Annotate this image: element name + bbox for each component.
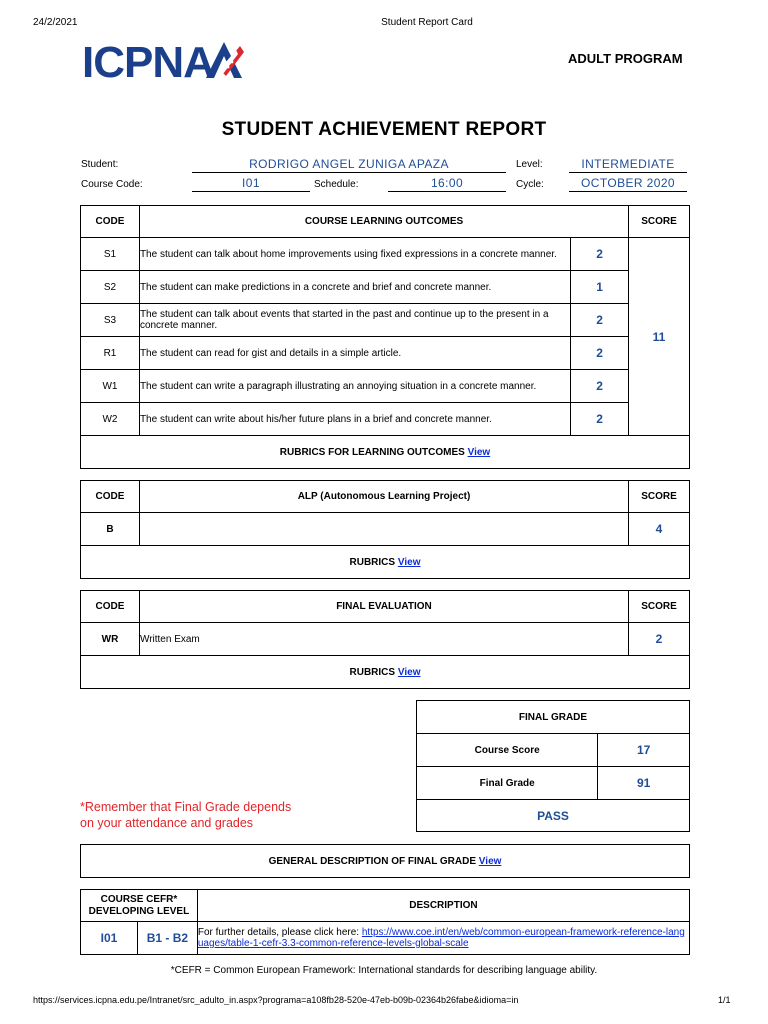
outcome-text: The student can talk about events that started in the past and continue up to the present in a concrete manner.: [139, 304, 570, 337]
print-date: 24/2/2021: [33, 17, 78, 28]
course-code-value: I01: [192, 176, 310, 192]
outcome-score: 2: [571, 238, 629, 271]
alp-col-title: ALP (Autonomous Learning Project): [139, 481, 628, 513]
final-grade-label: Final Grade: [417, 767, 598, 800]
table-row: [81, 403, 690, 436]
alp-code: B: [81, 513, 140, 546]
final-eval-table: [80, 590, 690, 689]
flag-emblem-icon: [202, 40, 246, 80]
reminder-note: [80, 799, 291, 831]
outcome-code: S3: [81, 304, 140, 337]
final-eval-rubrics-row: [81, 656, 690, 689]
final-grade-title: FINAL GRADE: [417, 701, 690, 734]
cefr-table: [80, 889, 690, 955]
outcomes-total-score: 11: [629, 238, 690, 436]
final-result: PASS: [417, 800, 690, 832]
alp-col-score: SCORE: [629, 481, 690, 513]
table-row: [81, 623, 690, 656]
table-row: [81, 370, 690, 403]
course-score-label: Course Score: [417, 734, 598, 767]
general-description-label: GENERAL DESCRIPTION OF FINAL GRADE: [268, 855, 477, 867]
cefr-details-link[interactable]: https://www.coe.int/en/web/common-european-framework-reference-languages/table-1-cefr-3.3-common-reference-levels-global-scale: [197, 927, 685, 949]
outcome-code: W1: [81, 370, 140, 403]
outcome-text: The student can write about his/her future plans in a brief and concrete manner.: [139, 403, 570, 436]
logo-text: ICPNA: [82, 38, 214, 87]
cycle-value: OCTOBER 2020: [569, 176, 687, 192]
alp-description: [139, 513, 628, 546]
cefr-col-description: DESCRIPTION: [197, 890, 689, 922]
general-description-view-link[interactable]: View: [478, 855, 502, 867]
outcome-score: 1: [571, 271, 629, 304]
schedule-value: 16:00: [388, 176, 506, 192]
outcome-text: The student can write a paragraph illustrating an annoying situation in a concrete manner.: [139, 370, 570, 403]
cefr-level: B1 - B2: [137, 922, 197, 955]
table-row: [81, 922, 690, 955]
final-eval-description: Written Exam: [139, 623, 628, 656]
final-grade-value: 91: [598, 767, 690, 800]
outcomes-rubrics-view-link[interactable]: View: [467, 446, 491, 458]
final-eval-col-code: CODE: [81, 591, 140, 623]
alp-col-code: CODE: [81, 481, 140, 513]
table-row: [81, 238, 690, 271]
cefr-course: I01: [81, 922, 138, 955]
print-page-title: Student Report Card: [381, 17, 473, 28]
reminder-line-1: *Remember that Final Grade depends: [80, 800, 292, 814]
table-row: [81, 513, 690, 546]
cefr-footnote: *CEFR = Common European Framework: International standards for describing language ability.: [170, 965, 598, 976]
outcome-score: 2: [571, 304, 629, 337]
cefr-col-course: [81, 890, 198, 922]
outcome-text: The student can make predictions in a concrete and brief and concrete manner.: [139, 271, 570, 304]
alp-rubrics-view-link[interactable]: View: [397, 556, 421, 568]
final-eval-col-title: FINAL EVALUATION: [139, 591, 628, 623]
final-eval-rubrics-view-link[interactable]: View: [397, 666, 421, 678]
cefr-details-prefix: For further details, please click here:: [197, 927, 362, 938]
outcome-text: The student can talk about home improvements using fixed expressions in a concrete manner.: [139, 238, 570, 271]
outcome-score: 2: [571, 403, 629, 436]
alp-rubrics-row: [81, 546, 690, 579]
outcome-code: S2: [81, 271, 140, 304]
outcomes-col-code: CODE: [81, 206, 140, 238]
final-eval-score: 2: [629, 623, 690, 656]
reminder-line-2: on your attendance and grades: [80, 816, 254, 830]
outcomes-col-score: SCORE: [629, 206, 690, 238]
program-label: ADULT PROGRAM: [568, 51, 683, 66]
final-eval-col-score: SCORE: [629, 591, 690, 623]
final-eval-rubrics-label: RUBRICS: [349, 666, 396, 678]
outcome-code: R1: [81, 337, 140, 370]
table-row: [81, 337, 690, 370]
general-description-row: [81, 845, 690, 878]
outcome-code: W2: [81, 403, 140, 436]
cefr-col-course-line2: DEVELOPING LEVEL: [88, 905, 190, 917]
alp-rubrics-label: RUBRICS: [349, 556, 396, 568]
final-eval-code: WR: [81, 623, 140, 656]
print-page-count: 1/1: [718, 995, 731, 1005]
print-url: https://services.icpna.edu.pe/Intranet/src_adulto_in.aspx?programa=a108fb28-520e-47eb-b09b-02364b26fabe&idioma=in: [33, 995, 519, 1005]
outcome-code: S1: [81, 238, 140, 271]
table-row: [81, 304, 690, 337]
course-score-value: 17: [598, 734, 690, 767]
course-code-label: Course Code:: [81, 179, 143, 190]
schedule-label: Schedule:: [314, 179, 359, 190]
cycle-label: Cycle:: [516, 179, 544, 190]
outcome-score: 2: [571, 370, 629, 403]
outcomes-rubrics-row: [81, 436, 690, 469]
alp-score: 4: [629, 513, 690, 546]
final-grade-table: [416, 700, 690, 832]
general-description-table: [80, 844, 690, 878]
student-label: Student:: [81, 159, 119, 170]
table-row: [81, 271, 690, 304]
outcomes-rubrics-label: RUBRICS FOR LEARNING OUTCOMES: [279, 446, 465, 458]
level-label: Level:: [516, 159, 543, 170]
cefr-details: [197, 922, 689, 955]
cefr-col-course-line1: COURSE CEFR*: [100, 893, 178, 905]
outcome-text: The student can read for gist and details in a simple article.: [139, 337, 570, 370]
alp-table: [80, 480, 690, 579]
outcomes-col-title: COURSE LEARNING OUTCOMES: [139, 206, 628, 238]
icpna-logo: [82, 38, 214, 87]
level-value: INTERMEDIATE: [569, 157, 687, 173]
student-name: RODRIGO ANGEL ZUNIGA APAZA: [192, 157, 506, 173]
outcomes-table: [80, 205, 690, 469]
outcome-score: 2: [571, 337, 629, 370]
report-title: STUDENT ACHIEVEMENT REPORT: [221, 119, 547, 140]
